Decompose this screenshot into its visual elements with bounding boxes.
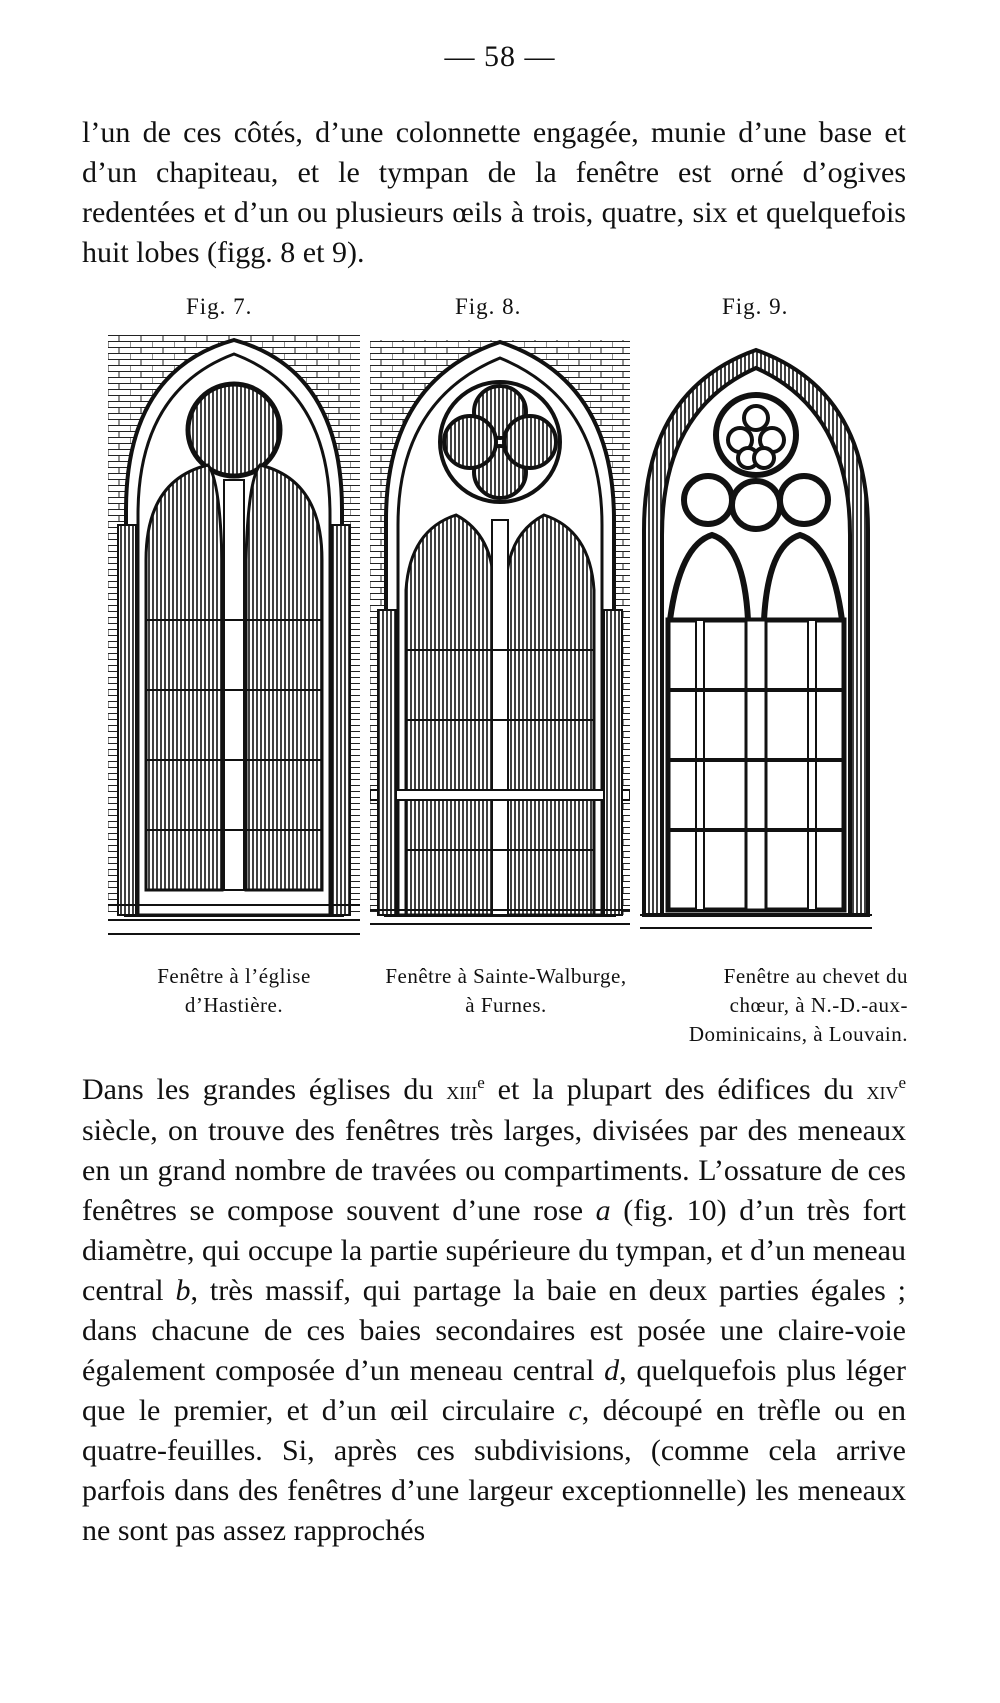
figure-8-caption-line: à Furnes. xyxy=(465,993,547,1017)
main-paragraph-text: , très massif, qui partage la baie en deux parties égales ; dans chacune de ces baies secondaires est posée une claire-voie également composée d’un meneau central xyxy=(82,1274,906,1387)
main-paragraph xyxy=(82,1070,906,1551)
main-paragraph-text: siècle, on trouve des fenêtres très larges, divisées par des meneaux en un grand nombre de travées ou compartiments. L’ossature de ces fenêtres se compose souvent d’une rose xyxy=(82,1114,906,1227)
reference-letter-d: d xyxy=(604,1354,620,1387)
reference-letter-c: c xyxy=(568,1394,582,1427)
figure-7-label: Fig. 7. xyxy=(186,294,253,319)
main-paragraph-text: , quelquefois plus léger que le premier, et d’un œil circulaire xyxy=(82,1354,906,1427)
figure-8-caption xyxy=(356,962,656,1020)
intro-paragraph: l’un de ces côtés, d’une colonnette engagée, munie d’une base et d’un chapiteau, et le tympan de la fenêtre est orné d’ogives redentées et d’un ou plusieurs œils à trois, quatre, six et quelquefois huit lobes (figg. 8 et 9). xyxy=(82,116,906,269)
century-superscript: e xyxy=(477,1073,485,1092)
figure-9-window-illustration xyxy=(640,330,872,940)
main-paragraph-text: et la plupart des édifices du xyxy=(484,1073,867,1106)
figure-7-caption-line: Fenêtre à l’église xyxy=(157,964,311,988)
figure-9-caption-line: chœur, à N.-D.-aux- xyxy=(729,993,908,1017)
figure-9-caption xyxy=(640,962,908,1049)
century-numeral: xiv xyxy=(866,1076,899,1105)
figure-8-caption-line: Fenêtre à Sainte-Walburge, xyxy=(385,964,627,988)
reference-letter-b: b xyxy=(175,1274,191,1307)
main-paragraph-text: Dans les grandes églises du xyxy=(82,1073,447,1106)
figure-7-caption-line: d’Hastière. xyxy=(184,993,284,1017)
century-numeral: xiii xyxy=(446,1076,478,1105)
main-paragraph-text: (fig. 10) d’un très fort diamètre, qui occupe la partie supérieure du tympan, et d’un meneau central xyxy=(82,1194,906,1307)
figure-9-caption-line: Dominicains, à Louvain. xyxy=(688,1022,908,1046)
century-superscript: e xyxy=(898,1073,906,1092)
figure-9-label: Fig. 9. xyxy=(722,294,789,319)
page-number: — 58 — xyxy=(444,40,556,73)
figure-8-window-illustration xyxy=(370,330,630,940)
figure-7-caption xyxy=(138,962,330,1020)
reference-letter-a: a xyxy=(595,1194,611,1227)
figure-7-window-illustration xyxy=(108,330,360,940)
figure-8-label: Fig. 8. xyxy=(455,294,522,319)
figure-9-caption-line: Fenêtre au chevet du xyxy=(723,964,908,988)
main-paragraph-text: , découpé en trèfle ou en quatre-feuilles. Si, après ces subdivisions, (comme cela arrive parfois dans des fenêtres d’une largeur exceptionnelle) les meneaux ne sont pas assez rapprochés xyxy=(82,1394,906,1547)
